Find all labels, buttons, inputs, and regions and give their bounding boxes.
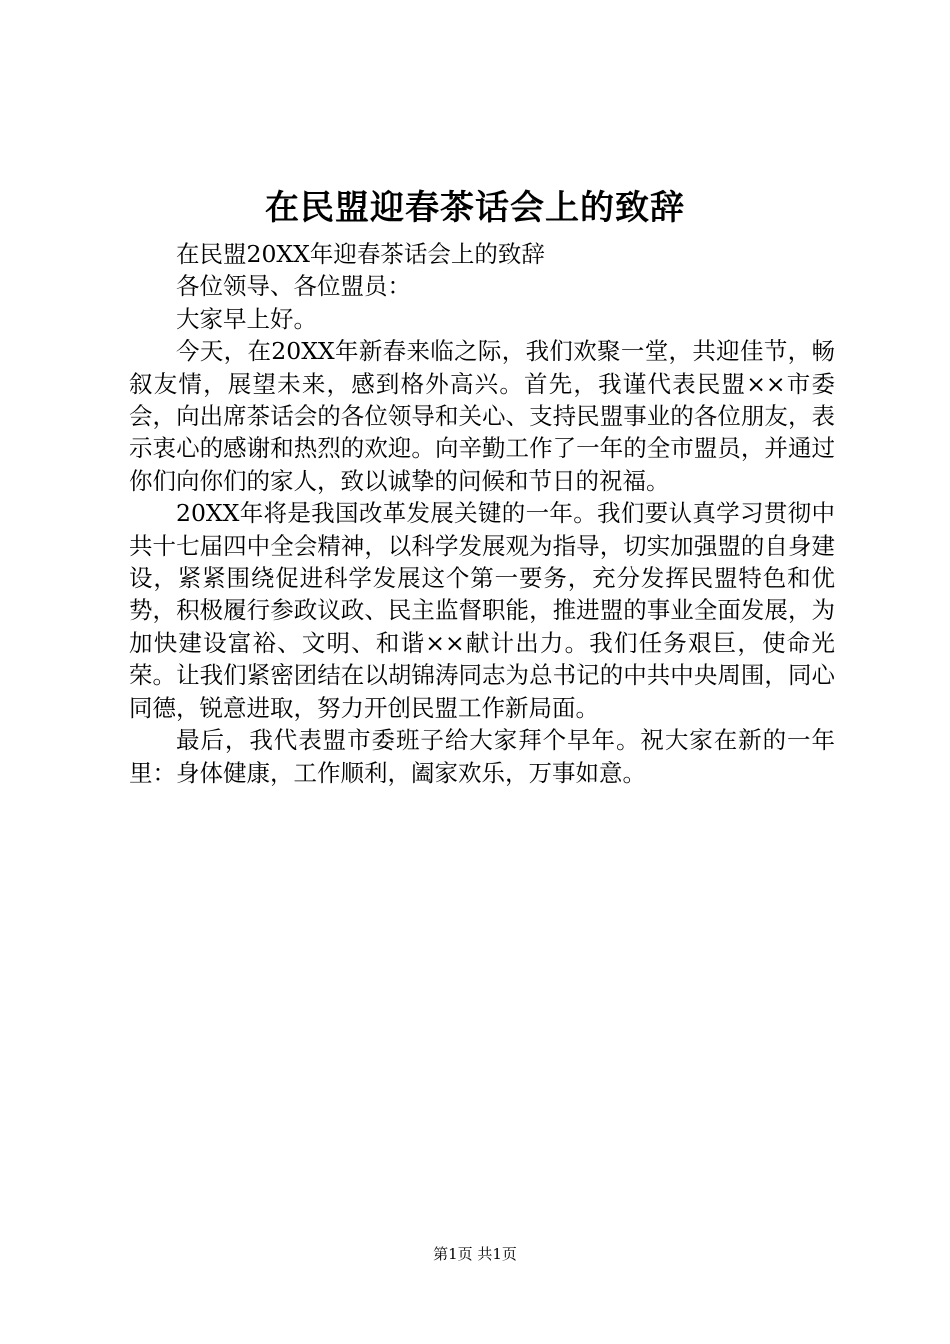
page-title: 在民盟迎春茶话会上的致辞 (265, 188, 685, 228)
paragraph-closing: 最后，我代表盟市委班子给大家拜个早年。祝大家在新的一年里：身体健康，工作顺利，阖家欢乐，万事如意。 (129, 726, 835, 787)
paragraph-greeting: 大家早上好。 (176, 304, 317, 333)
paragraph-outlook: 20XX年将是我国改革发展关键的一年。我们要认真学习贯彻中共十七届四中全会精神，以科学发展观为指导，切实加强盟的自身建设，紧紧围绕促进科学发展这个第一要务，充分发挥民盟特色和优势，积极履行参政议政、民主监督职能，推进盟的事业全面发展，为加快建设富裕、文明、和谐××献计出力。我们任务艰巨，使命光荣。让我们紧密团结在以胡锦涛同志为总书记的中共中央周围，同心同德，锐意进取，努力开创民盟工作新局面。 (129, 499, 835, 722)
document-body (129, 238, 835, 789)
paragraph-salutation: 各位领导、各位盟员： (176, 272, 411, 301)
page-number-footer: 第1页 共1页 (433, 1245, 517, 1263)
paragraph-welcome: 今天，在20XX年新春来临之际，我们欢聚一堂，共迎佳节，畅叙友情，展望未来，感到格外高兴。首先，我谨代表民盟××市委会，向出席茶话会的各位领导和关心、支持民盟事业的各位朋友，表示衷心的感谢和热烈的欢迎。向辛勤工作了一年的全市盟员，并通过你们向你们的家人，致以诚挚的问候和节日的祝福。 (129, 337, 835, 495)
paragraph-subtitle: 在民盟20XX年迎春茶话会上的致辞 (176, 240, 545, 268)
